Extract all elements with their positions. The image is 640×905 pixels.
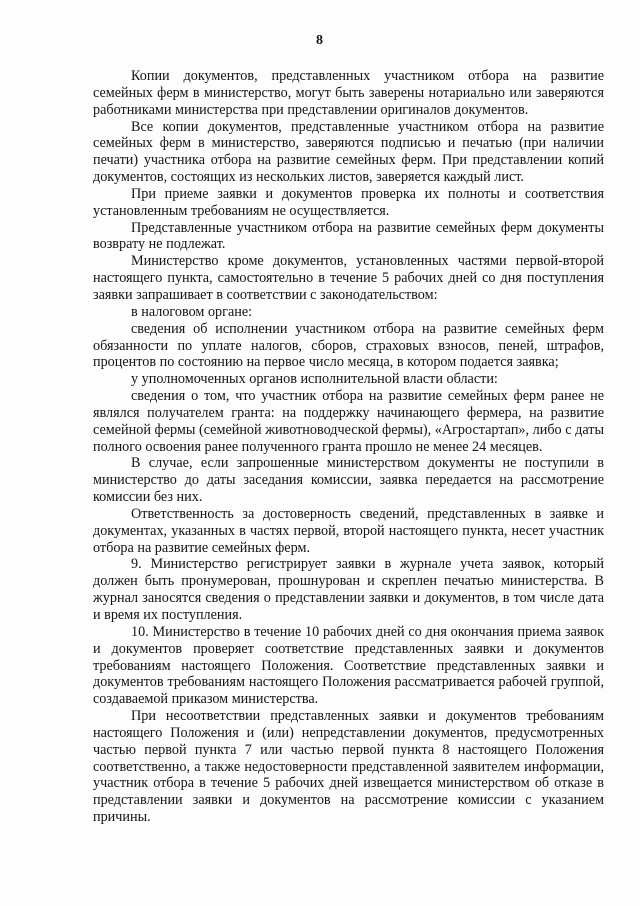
paragraph-grant-info: сведения о том, что участник отбора на развитие семейных ферм ранее не являлся получателем гранта: на поддержку начинающего фермера, на развитие семейной фермы (семейной животноводческой фермы), «Агростартап», либо с даты полного освоения ранее полученного гранта прошло не менее 24 месяцев. — [93, 388, 604, 455]
paragraph-ministry-requests: Министерство кроме документов, установленных частями первой-второй настоящего пункта, самостоятельно в течение 5 рабочих дней со дня поступления заявки запрашивает в соответствии с законодательством: — [93, 253, 604, 303]
paragraph-no-return: Представленные участником отбора на развитие семейных ферм документы возврату не подлежат. — [93, 219, 604, 253]
paragraph-tax-info: сведения об исполнении участником отбора на развитие семейных ферм обязанности по уплате налогов, сборов, страховых взносов, пеней, штрафов, процентов по состоянию на первое число месяца, в котором подается заявка; — [93, 320, 604, 371]
paragraph-rejection: При несоответствии представленных заявки и документов требованиям настоящего Положения и (или) непредставлении документов, предусмотренных частью первой пункта 7 или частью первой пункта 8 настоящего Положения соответственно, а также недостоверности представленной заявителем информации, участник отбора в течение 5 рабочих дней извещается министерством об отказе в представлении заявки и документов на рассмотрение комиссии с указанием причины. — [93, 708, 604, 826]
paragraph-item-10: 10. Министерство в течение 10 рабочих дней со дня окончания приема заявок и документов проверяет соответствие представленных заявки и документов требованиям настоящего Положения. Соответствие представленных заявки и документов требованиям настоящего Положения рассматривается рабочей группой, создаваемой приказом министерства. — [93, 623, 604, 708]
paragraph-authorized-bodies: у уполномоченных органов исполнительной власти области: — [131, 371, 498, 388]
paragraph-copies-certification: Копии документов, представленных участником отбора на развитие семейных ферм в министерство, могут быть заверены нотариально или заверяются работниками министерства при представлении оригиналов документов. — [93, 68, 604, 118]
paragraph-missing-documents: В случае, если запрошенные министерством документы не поступили в министерство до даты заседания комиссии, заявка передается на рассмотрение комиссии без них. — [93, 455, 604, 506]
page-number: 8 — [316, 33, 323, 48]
paragraph-item-9: 9. Министерство регистрирует заявки в журнале учета заявок, который должен быть пронумерован, прошнурован и скреплен печатью министерства. В журнал заносятся сведения о представлении заявки и документов, в том числе дата и время их поступления. — [93, 556, 604, 623]
paragraph-responsibility: Ответственность за достоверность сведений, представленных в заявке и документах, указанных в частях первой, второй настоящего пункта, несет участник отбора на развитие семейных ферм. — [93, 505, 604, 556]
paragraph-copies-signature: Все копии документов, представленные участником отбора на развитие семейных ферм в министерство, заверяются подписью и печатью (при наличии печати) участника отбора на развитие семейных ферм. При представлении копий документов, состоящих из нескольких листов, заверяется каждый лист. — [93, 118, 604, 186]
paragraph-no-check: При приеме заявки и документов проверка их полноты и соответствия установленным требованиям не осуществляется. — [93, 185, 604, 219]
paragraph-tax-authority: в налоговом органе: — [131, 303, 253, 320]
